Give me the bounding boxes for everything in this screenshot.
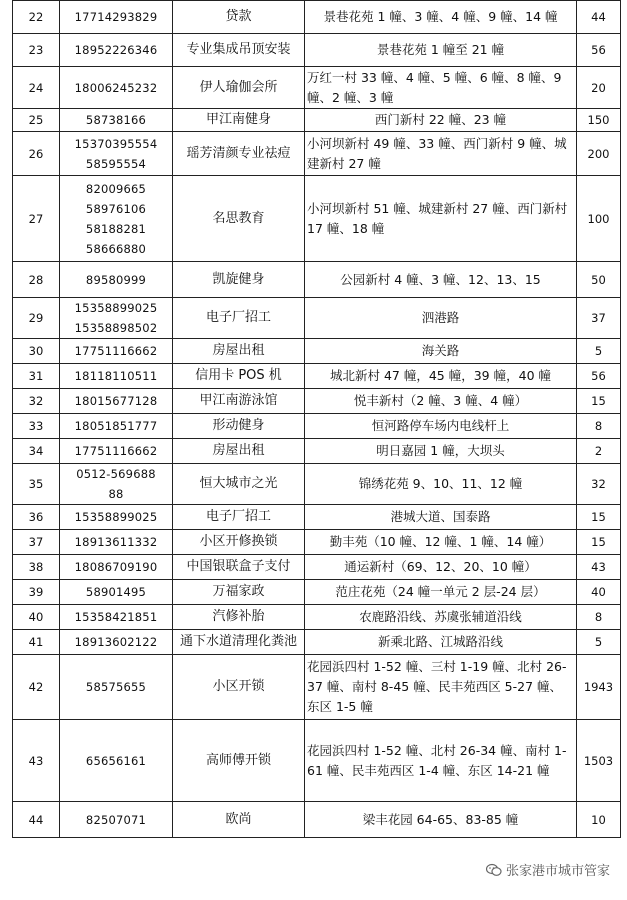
table-row <box>13 605 621 630</box>
watermark-text: 张家港市城市管家 <box>505 864 610 879</box>
posting-location-cell: 港城大道、国泰路 <box>305 505 577 530</box>
phone-number-cell: 17714293829 <box>60 1 173 34</box>
posting-location-cell: 新乘北路、江城路沿线 <box>305 630 577 655</box>
business-name-cell: 甲江南游泳馆 <box>173 389 305 414</box>
posting-count-cell: 15 <box>577 389 621 414</box>
business-name-cell: 中国银联盒子支付 <box>173 555 305 580</box>
table-row <box>13 580 621 605</box>
posting-count-cell: 2 <box>577 439 621 464</box>
table-row <box>13 720 621 802</box>
posting-location-cell: 明日嘉园 1 幢，大坝头 <box>305 439 577 464</box>
row-number-cell: 42 <box>13 655 60 720</box>
business-name-cell: 贷款 <box>173 1 305 34</box>
phone-number-cell: 82009665 58976106 58188281 58666880 <box>60 176 173 262</box>
posting-count-cell: 15 <box>577 505 621 530</box>
posting-location-cell: 景巷花苑 1 幢、3 幢、4 幢、9 幢、14 幢 <box>305 1 577 34</box>
table-row <box>13 530 621 555</box>
posting-location-cell: 泗港路 <box>305 298 577 339</box>
row-number-cell: 23 <box>13 34 60 67</box>
posting-location-cell: 公园新村 4 幢、3 幢、12、13、15 <box>305 262 577 298</box>
business-name-cell: 房屋出租 <box>173 339 305 364</box>
business-name-cell: 专业集成吊顶安装 <box>173 34 305 67</box>
posting-location-cell: 范庄花苑（24 幢一单元 2 层-24 层） <box>305 580 577 605</box>
table-row <box>13 1 621 34</box>
phone-number-cell: 18051851777 <box>60 414 173 439</box>
posting-location-cell: 花园浜四村 1-52 幢、北村 26-34 幢、南村 1-61 幢、民丰苑西区 1-4 幢、东区 14-21 幢 <box>305 720 577 802</box>
phone-number-cell: 18913602122 <box>60 630 173 655</box>
table-row <box>13 389 621 414</box>
row-number-cell: 36 <box>13 505 60 530</box>
row-number-cell: 24 <box>13 67 60 109</box>
row-number-cell: 38 <box>13 555 60 580</box>
phone-number-cell: 0512-569688 88 <box>60 464 173 505</box>
posting-location-cell: 锦绣花苑 9、10、11、12 幢 <box>305 464 577 505</box>
row-number-cell: 27 <box>13 176 60 262</box>
posting-location-cell: 海关路 <box>305 339 577 364</box>
posting-count-cell: 50 <box>577 262 621 298</box>
business-name-cell: 通下水道清理化粪池 <box>173 630 305 655</box>
posting-count-cell: 100 <box>577 176 621 262</box>
table-row <box>13 555 621 580</box>
row-number-cell: 35 <box>13 464 60 505</box>
posting-count-cell: 37 <box>577 298 621 339</box>
business-name-cell: 凯旋健身 <box>173 262 305 298</box>
row-number-cell: 30 <box>13 339 60 364</box>
phone-number-cell: 58738166 <box>60 109 173 132</box>
posting-count-cell: 43 <box>577 555 621 580</box>
table-row <box>13 339 621 364</box>
business-name-cell: 恒大城市之光 <box>173 464 305 505</box>
table-row <box>13 132 621 176</box>
business-name-cell: 万福家政 <box>173 580 305 605</box>
row-number-cell: 41 <box>13 630 60 655</box>
phone-number-cell: 89580999 <box>60 262 173 298</box>
posting-location-cell: 小河坝新村 49 幢、33 幢、西门新村 9 幢、城建新村 27 幢 <box>305 132 577 176</box>
business-name-cell: 高师傅开锁 <box>173 720 305 802</box>
business-name-cell: 小区开修换锁 <box>173 530 305 555</box>
row-number-cell: 31 <box>13 364 60 389</box>
row-number-cell: 43 <box>13 720 60 802</box>
posting-count-cell: 32 <box>577 464 621 505</box>
posting-location-cell: 城北新村 47 幢，45 幢，39 幢，40 幢 <box>305 364 577 389</box>
table-row <box>13 505 621 530</box>
posting-count-cell: 150 <box>577 109 621 132</box>
posting-location-cell: 小河坝新村 51 幢、城建新村 27 幢、西门新村 17 幢、18 幢 <box>305 176 577 262</box>
posting-count-cell: 10 <box>577 802 621 838</box>
phone-number-cell: 18952226346 <box>60 34 173 67</box>
posting-count-cell: 5 <box>577 339 621 364</box>
posting-location-cell: 花园浜四村 1-52 幢、三村 1-19 幢、北村 26-37 幢、南村 8-45 幢、民丰苑西区 5-27 幢、东区 1-5 幢 <box>305 655 577 720</box>
row-number-cell: 37 <box>13 530 60 555</box>
posting-count-cell: 44 <box>577 1 621 34</box>
business-name-cell: 汽修补胎 <box>173 605 305 630</box>
business-name-cell: 电子厂招工 <box>173 298 305 339</box>
phone-number-cell: 17751116662 <box>60 439 173 464</box>
business-name-cell: 甲江南健身 <box>173 109 305 132</box>
posting-count-cell: 5 <box>577 630 621 655</box>
watermark <box>483 859 613 880</box>
phone-number-cell: 15370395554 58595554 <box>60 132 173 176</box>
business-name-cell: 信用卡 POS 机 <box>173 364 305 389</box>
row-number-cell: 34 <box>13 439 60 464</box>
posting-location-cell: 西门新村 22 幢、23 幢 <box>305 109 577 132</box>
table-row <box>13 34 621 67</box>
posting-count-cell: 40 <box>577 580 621 605</box>
business-name-cell: 小区开锁 <box>173 655 305 720</box>
phone-number-cell: 18006245232 <box>60 67 173 109</box>
table-row <box>13 802 621 838</box>
phone-number-cell: 18913611332 <box>60 530 173 555</box>
phone-number-cell: 65656161 <box>60 720 173 802</box>
row-number-cell: 39 <box>13 580 60 605</box>
posting-count-cell: 1503 <box>577 720 621 802</box>
posting-count-cell: 8 <box>577 414 621 439</box>
listing-table-sheet <box>12 0 621 838</box>
posting-count-cell: 15 <box>577 530 621 555</box>
phone-number-cell: 17751116662 <box>60 339 173 364</box>
phone-number-cell: 18015677128 <box>60 389 173 414</box>
posting-count-cell: 200 <box>577 132 621 176</box>
phone-number-cell: 58901495 <box>60 580 173 605</box>
table-row <box>13 630 621 655</box>
table-row <box>13 439 621 464</box>
table-row <box>13 464 621 505</box>
posting-count-cell: 56 <box>577 364 621 389</box>
phone-number-cell: 18118110511 <box>60 364 173 389</box>
posting-location-cell: 农鹿路沿线、苏虞张辅道沿线 <box>305 605 577 630</box>
business-name-cell: 欧尚 <box>173 802 305 838</box>
posting-location-cell: 景巷花苑 1 幢至 21 幢 <box>305 34 577 67</box>
business-name-cell: 瑶芳清颜专业祛痘 <box>173 132 305 176</box>
phone-number-cell: 58575655 <box>60 655 173 720</box>
posting-count-cell: 56 <box>577 34 621 67</box>
listing-table <box>12 0 621 838</box>
posting-count-cell: 1943 <box>577 655 621 720</box>
posting-count-cell: 20 <box>577 67 621 109</box>
business-name-cell: 形动健身 <box>173 414 305 439</box>
table-row <box>13 364 621 389</box>
table-row <box>13 298 621 339</box>
business-name-cell: 名思教育 <box>173 176 305 262</box>
business-name-cell: 伊人瑜伽会所 <box>173 67 305 109</box>
row-number-cell: 32 <box>13 389 60 414</box>
phone-number-cell: 82507071 <box>60 802 173 838</box>
row-number-cell: 25 <box>13 109 60 132</box>
row-number-cell: 22 <box>13 1 60 34</box>
phone-number-cell: 15358899025 15358898502 <box>60 298 173 339</box>
business-name-cell: 电子厂招工 <box>173 505 305 530</box>
phone-number-cell: 15358421851 <box>60 605 173 630</box>
business-name-cell: 房屋出租 <box>173 439 305 464</box>
table-row <box>13 414 621 439</box>
row-number-cell: 33 <box>13 414 60 439</box>
posting-location-cell: 梁丰花园 64-65、83-85 幢 <box>305 802 577 838</box>
posting-location-cell: 恒河路停车场内电线杆上 <box>305 414 577 439</box>
row-number-cell: 44 <box>13 802 60 838</box>
posting-location-cell: 万红一村 33 幢、4 幢、5 幢、6 幢、8 幢、9 幢、2 幢、3 幢 <box>305 67 577 109</box>
row-number-cell: 28 <box>13 262 60 298</box>
posting-location-cell: 通运新村（69、12、20、10 幢） <box>305 555 577 580</box>
phone-number-cell: 18086709190 <box>60 555 173 580</box>
row-number-cell: 29 <box>13 298 60 339</box>
posting-location-cell: 勤丰苑（10 幢、12 幢、1 幢、14 幢） <box>305 530 577 555</box>
wechat-icon <box>486 863 502 877</box>
posting-count-cell: 8 <box>577 605 621 630</box>
table-row <box>13 67 621 109</box>
table-row <box>13 109 621 132</box>
row-number-cell: 26 <box>13 132 60 176</box>
table-row <box>13 262 621 298</box>
row-number-cell: 40 <box>13 605 60 630</box>
table-row <box>13 655 621 720</box>
phone-number-cell: 15358899025 <box>60 505 173 530</box>
table-row <box>13 176 621 262</box>
posting-location-cell: 悦丰新村（2 幢、3 幢、4 幢） <box>305 389 577 414</box>
